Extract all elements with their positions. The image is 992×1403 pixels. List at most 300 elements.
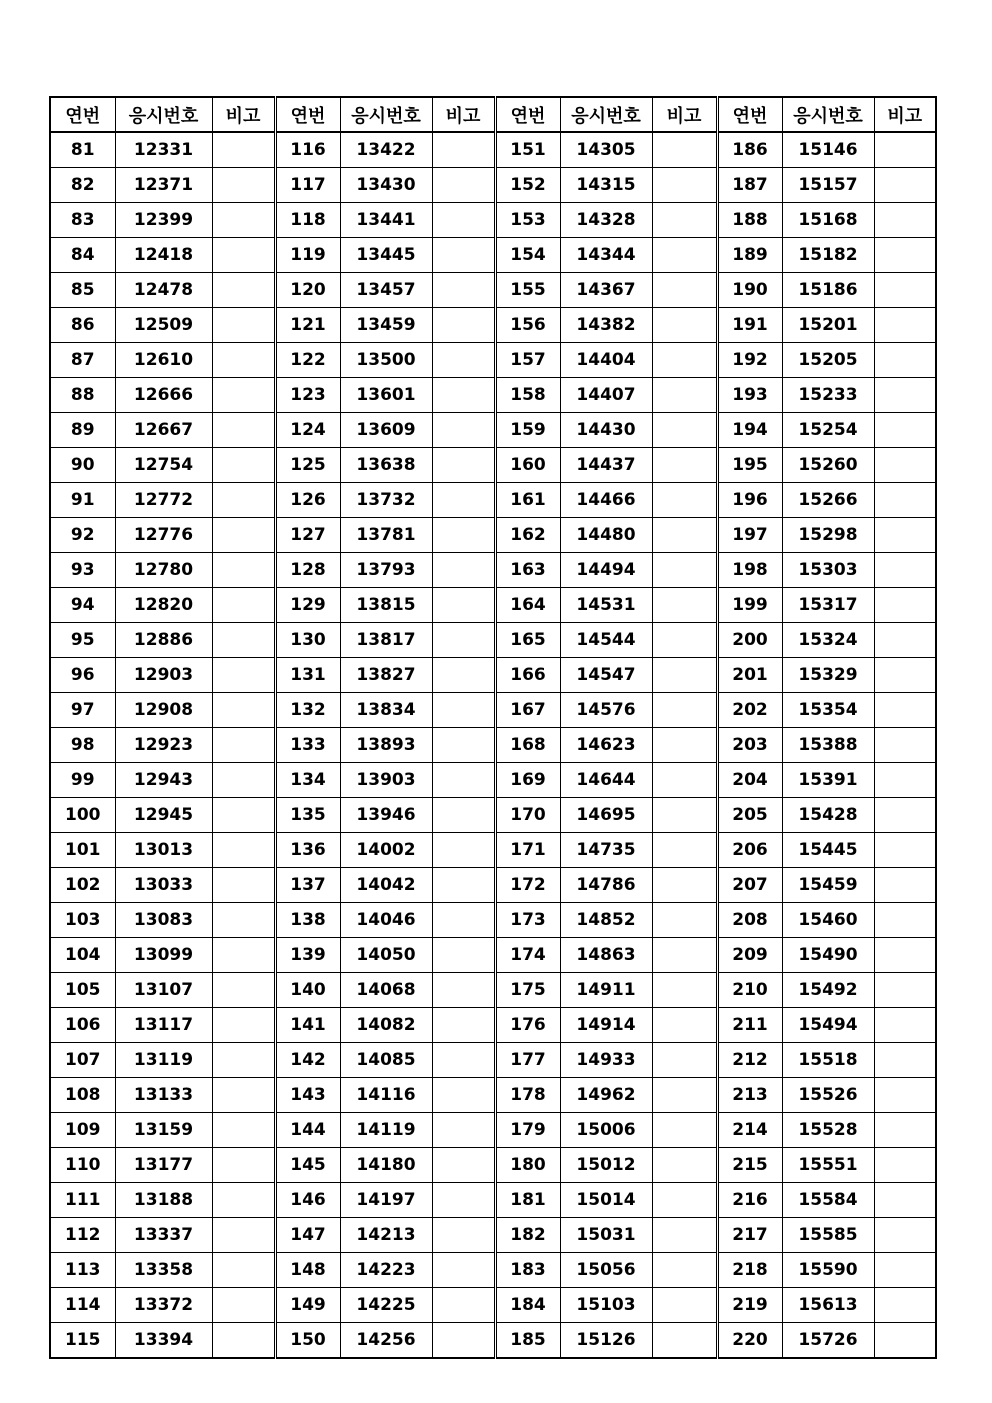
remarks-cell [212,448,275,483]
serial-cell: 125 [275,448,340,483]
remarks-cell [212,132,275,168]
exam-number-cell: 14863 [560,938,652,973]
remarks-cell [432,623,495,658]
table-row [50,1253,936,1288]
exam-number-cell: 13893 [340,728,432,763]
serial-cell: 104 [50,938,115,973]
exam-number-cell: 14786 [560,868,652,903]
remarks-cell [652,588,717,623]
serial-cell: 188 [717,203,782,238]
exam-number-cell: 13441 [340,203,432,238]
exam-number-cell: 15460 [782,903,874,938]
exam-number-cell: 13445 [340,238,432,273]
serial-cell: 90 [50,448,115,483]
serial-cell: 109 [50,1113,115,1148]
serial-cell: 93 [50,553,115,588]
serial-cell: 83 [50,203,115,238]
remarks-cell [432,1078,495,1113]
serial-cell: 141 [275,1008,340,1043]
serial-cell: 183 [495,1253,560,1288]
serial-cell: 194 [717,413,782,448]
serial-cell: 219 [717,1288,782,1323]
table-row [50,378,936,413]
serial-cell: 129 [275,588,340,623]
remarks-cell [652,413,717,448]
serial-cell: 106 [50,1008,115,1043]
serial-cell: 99 [50,763,115,798]
serial-cell: 87 [50,343,115,378]
applicant-number-table [49,96,937,1359]
remarks-cell [652,1148,717,1183]
remarks-cell [874,623,936,658]
remarks-cell [652,448,717,483]
table-row [50,1288,936,1323]
table-row [50,203,936,238]
exam-number-cell: 14344 [560,238,652,273]
serial-cell: 81 [50,132,115,168]
serial-cell: 155 [495,273,560,308]
remarks-cell [874,448,936,483]
remarks-cell [432,833,495,868]
serial-cell: 116 [275,132,340,168]
serial-cell: 217 [717,1218,782,1253]
exam-number-cell: 13119 [115,1043,212,1078]
serial-cell: 220 [717,1323,782,1359]
exam-number-cell: 15317 [782,588,874,623]
exam-number-cell: 15528 [782,1113,874,1148]
exam-number-cell: 15056 [560,1253,652,1288]
serial-cell: 169 [495,763,560,798]
remarks-cell [212,1218,275,1253]
serial-cell: 96 [50,658,115,693]
serial-cell: 139 [275,938,340,973]
serial-cell: 84 [50,238,115,273]
remarks-cell [652,658,717,693]
serial-cell: 146 [275,1183,340,1218]
exam-number-cell: 14623 [560,728,652,763]
remarks-cell [874,1113,936,1148]
table-row [50,132,936,168]
remarks-cell [212,413,275,448]
exam-number-cell: 14480 [560,518,652,553]
exam-number-cell: 14437 [560,448,652,483]
exam-number-cell: 14914 [560,1008,652,1043]
serial-cell: 82 [50,168,115,203]
exam-number-cell: 15585 [782,1218,874,1253]
exam-number-cell: 12754 [115,448,212,483]
table-row [50,833,936,868]
serial-cell: 130 [275,623,340,658]
remarks-cell [432,973,495,1008]
serial-cell: 142 [275,1043,340,1078]
remarks-cell [212,798,275,833]
exam-number-cell: 12776 [115,518,212,553]
exam-number-cell: 15329 [782,658,874,693]
exam-number-cell: 13638 [340,448,432,483]
serial-cell: 205 [717,798,782,833]
exam-number-cell: 14046 [340,903,432,938]
exam-number-cell: 13159 [115,1113,212,1148]
exam-number-cell: 14962 [560,1078,652,1113]
serial-cell: 180 [495,1148,560,1183]
remarks-cell [432,693,495,728]
exam-number-cell: 12667 [115,413,212,448]
table-row [50,623,936,658]
remarks-cell [212,658,275,693]
serial-cell: 161 [495,483,560,518]
serial-cell: 210 [717,973,782,1008]
remarks-cell [432,1183,495,1218]
serial-cell: 193 [717,378,782,413]
remarks-cell [874,518,936,553]
exam-number-cell: 12478 [115,273,212,308]
remarks-cell [874,1008,936,1043]
serial-cell: 95 [50,623,115,658]
serial-cell: 197 [717,518,782,553]
serial-cell: 160 [495,448,560,483]
serial-cell: 92 [50,518,115,553]
exam-number-cell: 14050 [340,938,432,973]
remarks-cell [432,1288,495,1323]
exam-number-cell: 14116 [340,1078,432,1113]
exam-number-cell: 14225 [340,1288,432,1323]
exam-number-cell: 15445 [782,833,874,868]
exam-number-cell: 15518 [782,1043,874,1078]
exam-number-cell: 12399 [115,203,212,238]
table-row [50,273,936,308]
remarks-cell [212,308,275,343]
exam-number-cell: 13013 [115,833,212,868]
remarks-cell [652,203,717,238]
remarks-cell [432,903,495,938]
exam-number-cell: 13781 [340,518,432,553]
remarks-cell [874,588,936,623]
remarks-cell [432,168,495,203]
exam-number-cell: 12610 [115,343,212,378]
remarks-cell [874,1253,936,1288]
remarks-cell [212,728,275,763]
serial-cell: 114 [50,1288,115,1323]
exam-number-cell: 13834 [340,693,432,728]
remarks-cell [652,868,717,903]
table-body [50,132,936,1358]
remarks-cell [432,868,495,903]
exam-number-cell: 15014 [560,1183,652,1218]
serial-header: 연번 [50,97,115,132]
serial-cell: 105 [50,973,115,1008]
exam-number-cell: 12886 [115,623,212,658]
serial-cell: 191 [717,308,782,343]
remarks-header: 비고 [652,97,717,132]
remarks-cell [874,658,936,693]
exam-number-cell: 15726 [782,1323,874,1359]
remarks-cell [652,378,717,413]
remarks-cell [212,693,275,728]
header-row [50,97,936,132]
serial-cell: 186 [717,132,782,168]
remarks-cell [652,1043,717,1078]
serial-cell: 98 [50,728,115,763]
remarks-cell [874,308,936,343]
serial-cell: 159 [495,413,560,448]
exam-number-cell: 14213 [340,1218,432,1253]
exam-number-cell: 14407 [560,378,652,413]
exam-number-cell: 14695 [560,798,652,833]
exam-number-cell: 13609 [340,413,432,448]
remarks-cell [874,1183,936,1218]
serial-cell: 173 [495,903,560,938]
remarks-cell [432,378,495,413]
exam-number-cell: 15551 [782,1148,874,1183]
remarks-cell [652,623,717,658]
exam-number-cell: 14180 [340,1148,432,1183]
remarks-cell [432,798,495,833]
exam-number-cell: 13601 [340,378,432,413]
exam-number-cell: 12943 [115,763,212,798]
remarks-cell [432,1148,495,1183]
remarks-cell [874,553,936,588]
remarks-cell [212,1183,275,1218]
remarks-cell [652,938,717,973]
serial-cell: 195 [717,448,782,483]
remarks-cell [432,448,495,483]
serial-cell: 113 [50,1253,115,1288]
serial-cell: 128 [275,553,340,588]
remarks-cell [212,1113,275,1148]
remarks-cell [652,518,717,553]
exam-number-cell: 14547 [560,658,652,693]
exam-number-cell: 14382 [560,308,652,343]
serial-cell: 88 [50,378,115,413]
exam-number-cell: 13903 [340,763,432,798]
exam-number-cell: 12945 [115,798,212,833]
exam-number-cell: 14085 [340,1043,432,1078]
remarks-cell [432,1043,495,1078]
exam-number-cell: 15012 [560,1148,652,1183]
serial-cell: 145 [275,1148,340,1183]
remarks-cell [652,693,717,728]
exam-number-cell: 13457 [340,273,432,308]
remarks-header: 비고 [212,97,275,132]
remarks-cell [432,1008,495,1043]
table-row [50,1008,936,1043]
exam-number-cell: 13815 [340,588,432,623]
table-row [50,973,936,1008]
remarks-cell [212,273,275,308]
serial-cell: 218 [717,1253,782,1288]
table-row [50,553,936,588]
serial-cell: 108 [50,1078,115,1113]
exam-number-cell: 14544 [560,623,652,658]
exam-number-cell: 15298 [782,518,874,553]
serial-cell: 126 [275,483,340,518]
exam-number-cell: 14223 [340,1253,432,1288]
table-row [50,168,936,203]
serial-cell: 178 [495,1078,560,1113]
serial-cell: 156 [495,308,560,343]
serial-cell: 187 [717,168,782,203]
remarks-cell [874,203,936,238]
serial-cell: 203 [717,728,782,763]
remarks-cell [874,693,936,728]
serial-cell: 181 [495,1183,560,1218]
serial-cell: 164 [495,588,560,623]
remarks-cell [652,273,717,308]
remarks-cell [652,483,717,518]
exam-number-cell: 15391 [782,763,874,798]
exam-number-cell: 15260 [782,448,874,483]
serial-cell: 152 [495,168,560,203]
remarks-cell [652,1253,717,1288]
remarks-cell [212,1043,275,1078]
remarks-cell [874,1148,936,1183]
serial-cell: 176 [495,1008,560,1043]
remarks-cell [432,1253,495,1288]
remarks-cell [212,1148,275,1183]
serial-cell: 97 [50,693,115,728]
exam-number-cell: 12923 [115,728,212,763]
table-row [50,868,936,903]
remarks-cell [652,903,717,938]
table-row [50,343,936,378]
exam-number-cell: 12331 [115,132,212,168]
remarks-cell [432,728,495,763]
exam-number-cell: 12903 [115,658,212,693]
exam-number-cell: 15146 [782,132,874,168]
exam-number-cell: 12371 [115,168,212,203]
remarks-cell [652,238,717,273]
table-row [50,1113,936,1148]
serial-cell: 127 [275,518,340,553]
exam-number-cell: 13732 [340,483,432,518]
remarks-cell [874,1218,936,1253]
table-row [50,903,936,938]
remarks-cell [212,973,275,1008]
serial-cell: 117 [275,168,340,203]
remarks-cell [652,168,717,203]
serial-header: 연번 [717,97,782,132]
remarks-cell [432,273,495,308]
remarks-cell [874,798,936,833]
exam-number-cell: 12772 [115,483,212,518]
serial-cell: 132 [275,693,340,728]
exam-number-cell: 15254 [782,413,874,448]
exam-number-cell: 15490 [782,938,874,973]
exam-number-cell: 15266 [782,483,874,518]
exam-number-cell: 14328 [560,203,652,238]
remarks-cell [652,1288,717,1323]
serial-cell: 147 [275,1218,340,1253]
table-row [50,413,936,448]
exam-number-cell: 13500 [340,343,432,378]
serial-cell: 216 [717,1183,782,1218]
exam-number-cell: 13099 [115,938,212,973]
remarks-cell [652,553,717,588]
exam-number-cell: 15186 [782,273,874,308]
exam-number-cell: 15182 [782,238,874,273]
exam-number-header: 응시번호 [560,97,652,132]
serial-cell: 184 [495,1288,560,1323]
exam-number-cell: 13358 [115,1253,212,1288]
remarks-cell [212,938,275,973]
serial-cell: 102 [50,868,115,903]
remarks-cell [874,238,936,273]
serial-cell: 115 [50,1323,115,1359]
exam-number-cell: 14082 [340,1008,432,1043]
serial-cell: 157 [495,343,560,378]
exam-number-cell: 15031 [560,1218,652,1253]
serial-cell: 153 [495,203,560,238]
serial-cell: 134 [275,763,340,798]
serial-cell: 209 [717,938,782,973]
exam-number-cell: 15428 [782,798,874,833]
remarks-cell [212,903,275,938]
exam-number-cell: 13817 [340,623,432,658]
serial-cell: 166 [495,658,560,693]
serial-cell: 91 [50,483,115,518]
serial-cell: 190 [717,273,782,308]
remarks-cell [212,868,275,903]
remarks-cell [874,833,936,868]
exam-number-cell: 14404 [560,343,652,378]
exam-number-cell: 13459 [340,308,432,343]
serial-cell: 137 [275,868,340,903]
remarks-cell [874,728,936,763]
serial-cell: 158 [495,378,560,413]
serial-cell: 202 [717,693,782,728]
exam-number-cell: 15233 [782,378,874,413]
exam-number-cell: 15492 [782,973,874,1008]
serial-cell: 133 [275,728,340,763]
table-row [50,938,936,973]
remarks-cell [432,553,495,588]
remarks-cell [874,483,936,518]
table-row [50,483,936,518]
remarks-cell [874,1078,936,1113]
remarks-cell [652,1113,717,1148]
remarks-cell [212,483,275,518]
exam-number-cell: 14494 [560,553,652,588]
remarks-cell [652,132,717,168]
serial-header: 연번 [495,97,560,132]
remarks-cell [874,132,936,168]
serial-cell: 201 [717,658,782,693]
remarks-cell [874,938,936,973]
remarks-cell [652,833,717,868]
remarks-cell [432,308,495,343]
remarks-cell [212,1008,275,1043]
serial-cell: 149 [275,1288,340,1323]
serial-cell: 215 [717,1148,782,1183]
remarks-cell [432,203,495,238]
serial-cell: 123 [275,378,340,413]
table-row [50,1218,936,1253]
remarks-header: 비고 [432,97,495,132]
table-row [50,1043,936,1078]
remarks-cell [652,1008,717,1043]
serial-cell: 138 [275,903,340,938]
exam-number-cell: 15459 [782,868,874,903]
serial-cell: 144 [275,1113,340,1148]
remarks-header: 비고 [874,97,936,132]
exam-number-cell: 15584 [782,1183,874,1218]
serial-cell: 212 [717,1043,782,1078]
remarks-cell [432,588,495,623]
exam-number-cell: 14256 [340,1323,432,1359]
remarks-cell [432,132,495,168]
exam-number-cell: 15205 [782,343,874,378]
serial-cell: 121 [275,308,340,343]
